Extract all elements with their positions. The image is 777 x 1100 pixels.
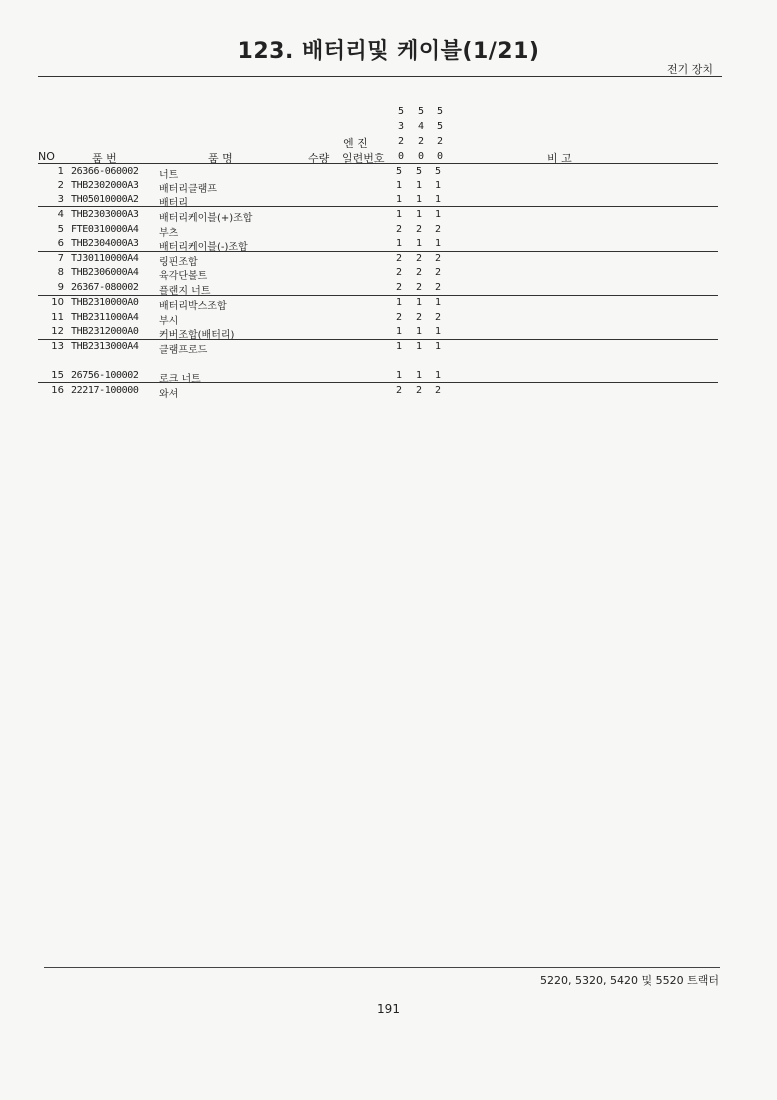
footer-model-label: 5220, 5320, 5420 및 5520 트랙터 — [540, 974, 719, 987]
row-qty-5320: 1 — [395, 297, 403, 308]
row-part-number: 26366-060002 — [71, 166, 139, 177]
row-part-name: 와셔 — [159, 389, 179, 400]
row-qty-5320: 2 — [395, 224, 403, 235]
row-part-number: THB2303000A3 — [71, 209, 139, 220]
row-part-number: THB2304000A3 — [71, 238, 139, 249]
row-qty-5420: 2 — [415, 385, 423, 396]
top-rule — [38, 76, 722, 77]
row-qty-5320: 2 — [395, 253, 403, 264]
table-row — [38, 237, 718, 252]
row-qty-5520: 1 — [434, 209, 442, 220]
row-no: 8 — [57, 267, 64, 278]
row-qty-5520: 2 — [434, 312, 442, 323]
model-digit: 0 — [437, 151, 444, 162]
row-qty-5320: 1 — [395, 238, 403, 249]
row-part-name: 배터리케이블(+)조합 — [159, 213, 253, 224]
header-part-name: 품 명 — [208, 152, 233, 165]
row-qty-5420: 2 — [415, 312, 423, 323]
row-qty-5420: 2 — [415, 282, 423, 293]
table-row — [38, 266, 718, 281]
row-part-name: 플랜지 너트 — [159, 286, 211, 297]
row-qty-5420: 1 — [415, 341, 423, 352]
row-part-number: THB2312000A0 — [71, 326, 139, 337]
row-qty-5420: 1 — [415, 326, 423, 337]
header-engine: 엔 진 — [343, 137, 368, 150]
row-qty-5420: 1 — [415, 238, 423, 249]
row-part-number: TJ30110000A4 — [71, 253, 139, 264]
row-no: 1 — [57, 166, 64, 177]
header-rule — [38, 163, 718, 164]
row-qty-5520: 1 — [434, 194, 442, 205]
row-no: 5 — [57, 224, 64, 235]
row-part-name: 육각단볼트 — [159, 271, 208, 282]
row-qty-5420: 5 — [415, 166, 423, 177]
row-qty-5520: 1 — [434, 180, 442, 191]
model-digit: 5 — [437, 106, 444, 117]
row-no: 10 — [51, 297, 64, 308]
row-part-name: 부츠 — [159, 228, 179, 239]
group-rule — [38, 382, 718, 383]
row-no: 9 — [57, 282, 64, 293]
row-qty-5420: 2 — [415, 267, 423, 278]
page-number: 191 — [377, 1002, 400, 1016]
row-qty-5320: 2 — [395, 282, 403, 293]
model-digit: 5 — [418, 106, 425, 117]
row-qty-5420: 1 — [415, 370, 423, 381]
row-part-number: FTE0310000A4 — [71, 224, 139, 235]
row-no: 6 — [57, 238, 64, 249]
table-row — [38, 179, 718, 194]
model-digit: 0 — [418, 151, 425, 162]
table-row — [38, 223, 718, 238]
row-part-name: 배터리 — [159, 198, 188, 209]
row-part-number: 22217-100000 — [71, 385, 139, 396]
row-part-number: 26756-100002 — [71, 370, 139, 381]
row-qty-5320: 1 — [395, 370, 403, 381]
row-qty-5420: 1 — [415, 209, 423, 220]
model-digit: 3 — [398, 121, 405, 132]
table-row — [38, 311, 718, 326]
row-part-name: 클램프로드 — [159, 345, 208, 356]
group-rule — [38, 206, 718, 207]
header-part-no: 품 번 — [92, 152, 117, 165]
row-no: 11 — [51, 312, 64, 323]
row-part-number: THB2302000A3 — [71, 180, 139, 191]
row-qty-5520: 2 — [434, 267, 442, 278]
header-no: NO — [38, 150, 55, 163]
row-part-number: THB2313000A4 — [71, 341, 139, 352]
model-digit: 2 — [418, 136, 425, 147]
model-digit: 5 — [437, 121, 444, 132]
row-no: 13 — [51, 341, 64, 352]
row-no: 2 — [57, 180, 64, 191]
row-part-name: 커버조합(배터리) — [159, 330, 235, 341]
header-serial: 일련번호 — [342, 152, 385, 165]
row-part-number: 26367-080002 — [71, 282, 139, 293]
table-row — [38, 165, 718, 180]
model-digit: 0 — [398, 151, 405, 162]
row-part-name: 링핀조합 — [159, 257, 198, 268]
row-qty-5520: 1 — [434, 370, 442, 381]
model-digit: 2 — [437, 136, 444, 147]
row-qty-5320: 2 — [395, 385, 403, 396]
model-digit: 5 — [398, 106, 405, 117]
row-qty-5420: 1 — [415, 194, 423, 205]
row-qty-5420: 2 — [415, 253, 423, 264]
row-qty-5320: 1 — [395, 326, 403, 337]
row-qty-5520: 5 — [434, 166, 442, 177]
row-no: 4 — [57, 209, 64, 220]
model-digit: 4 — [418, 121, 425, 132]
row-no: 7 — [57, 253, 64, 264]
row-part-name: 배터리케이블(-)조합 — [159, 242, 248, 253]
table-row — [38, 252, 718, 267]
row-qty-5320: 1 — [395, 209, 403, 220]
row-qty-5520: 2 — [434, 282, 442, 293]
row-qty-5320: 2 — [395, 312, 403, 323]
row-qty-5320: 5 — [395, 166, 403, 177]
row-qty-5520: 2 — [434, 253, 442, 264]
row-qty-5520: 1 — [434, 238, 442, 249]
row-part-name: 배터리클램프 — [159, 184, 217, 195]
row-part-name: 로크 너트 — [159, 374, 201, 385]
row-qty-5520: 1 — [434, 326, 442, 337]
page-title: 123. 배터리및 케이블(1/21) — [237, 39, 540, 64]
row-qty-5520: 2 — [434, 385, 442, 396]
table-row — [38, 208, 718, 223]
table-row — [38, 384, 718, 399]
row-qty-5520: 1 — [434, 341, 442, 352]
row-no: 16 — [51, 385, 64, 396]
row-part-name: 부시 — [159, 316, 179, 327]
row-part-name: 배터리박스조합 — [159, 301, 227, 312]
row-part-number: THB2310000A0 — [71, 297, 139, 308]
section-tag: 전기 장치 — [666, 63, 713, 76]
row-no: 3 — [57, 194, 64, 205]
row-no: 12 — [51, 326, 64, 337]
row-qty-5420: 2 — [415, 224, 423, 235]
header-qty: 수량 — [308, 152, 330, 165]
row-qty-5420: 1 — [415, 297, 423, 308]
row-part-name: 너트 — [159, 170, 179, 181]
table-row — [38, 296, 718, 311]
footer-rule — [44, 967, 720, 968]
row-qty-5520: 1 — [434, 297, 442, 308]
row-qty-5320: 2 — [395, 267, 403, 278]
row-qty-5320: 1 — [395, 341, 403, 352]
row-qty-5420: 1 — [415, 180, 423, 191]
row-no: 15 — [51, 370, 64, 381]
header-remarks: 비 고 — [547, 152, 572, 165]
row-qty-5320: 1 — [395, 180, 403, 191]
row-part-number: TH05010000A2 — [71, 194, 139, 205]
row-part-number: THB2306000A4 — [71, 267, 139, 278]
row-qty-5520: 2 — [434, 224, 442, 235]
table-row — [38, 325, 718, 340]
table-row — [38, 281, 718, 296]
table-row — [38, 340, 718, 355]
row-part-number: THB2311000A4 — [71, 312, 139, 323]
model-digit: 2 — [398, 136, 405, 147]
row-qty-5320: 1 — [395, 194, 403, 205]
